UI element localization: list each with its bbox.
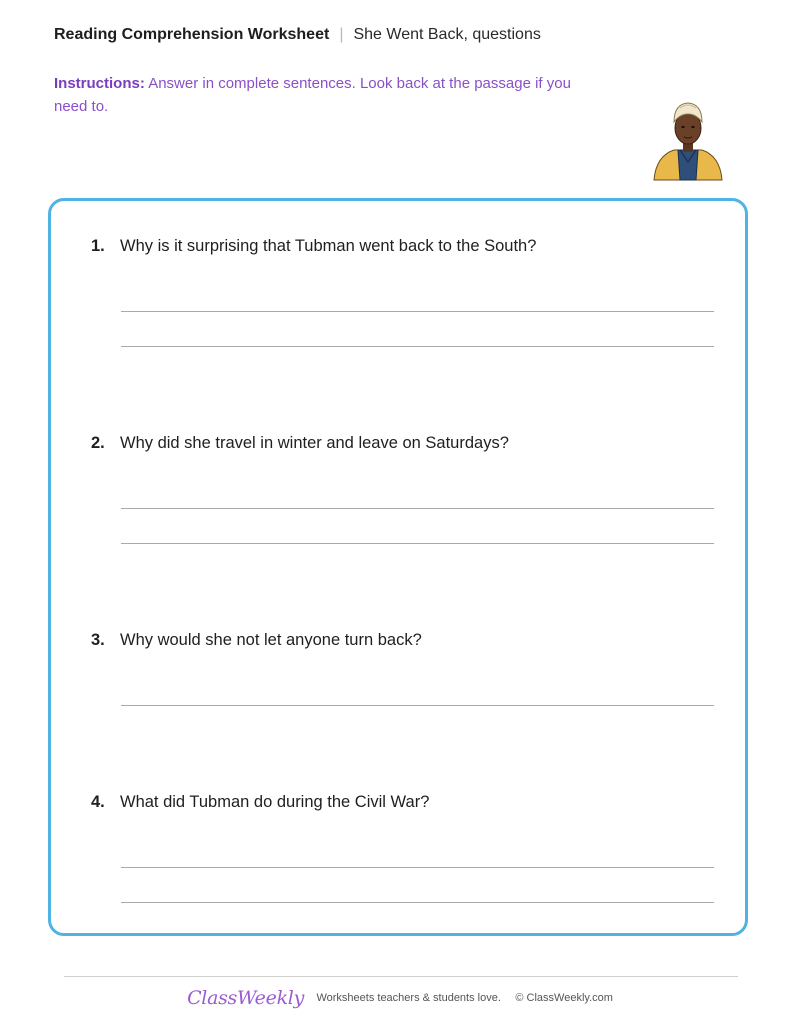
question-item [91, 235, 536, 257]
question-item [91, 791, 429, 813]
question-text: What did Tubman do during the Civil War? [120, 793, 430, 811]
footer [0, 987, 800, 1009]
worksheet-subtitle: She Went Back, questions [353, 26, 541, 43]
instructions-text: Answer in complete sentences. Look back at the passage if you need to. [54, 75, 571, 115]
worksheet-title: Reading Comprehension Worksheet [54, 26, 330, 43]
brand-logo: ClassWeekly [187, 987, 304, 1009]
answer-line[interactable] [121, 705, 714, 706]
question-text: Why would she not let anyone turn back? [120, 631, 422, 649]
answer-line[interactable] [121, 543, 714, 544]
answer-line[interactable] [121, 346, 714, 347]
portrait-illustration [650, 92, 726, 184]
answer-line[interactable] [121, 311, 714, 312]
footer-copyright: © ClassWeekly.com [515, 992, 613, 1004]
question-number: 1. [91, 237, 105, 255]
answer-line[interactable] [121, 508, 714, 509]
question-number: 4. [91, 793, 105, 811]
instructions-label: Instructions: [54, 75, 145, 92]
footer-divider [64, 976, 738, 977]
answer-line[interactable] [121, 867, 714, 868]
answer-line[interactable] [121, 902, 714, 903]
question-item [91, 629, 422, 651]
worksheet-header [54, 24, 541, 46]
question-item [91, 432, 509, 454]
header-separator: | [339, 26, 344, 43]
questions-box [48, 198, 748, 936]
instructions [54, 72, 594, 118]
question-number: 3. [91, 631, 105, 649]
question-text: Why did she travel in winter and leave on Saturdays? [120, 434, 509, 452]
footer-tagline: Worksheets teachers & students love. [316, 992, 501, 1004]
question-number: 2. [91, 434, 105, 452]
question-text: Why is it surprising that Tubman went back to the South? [120, 237, 537, 255]
